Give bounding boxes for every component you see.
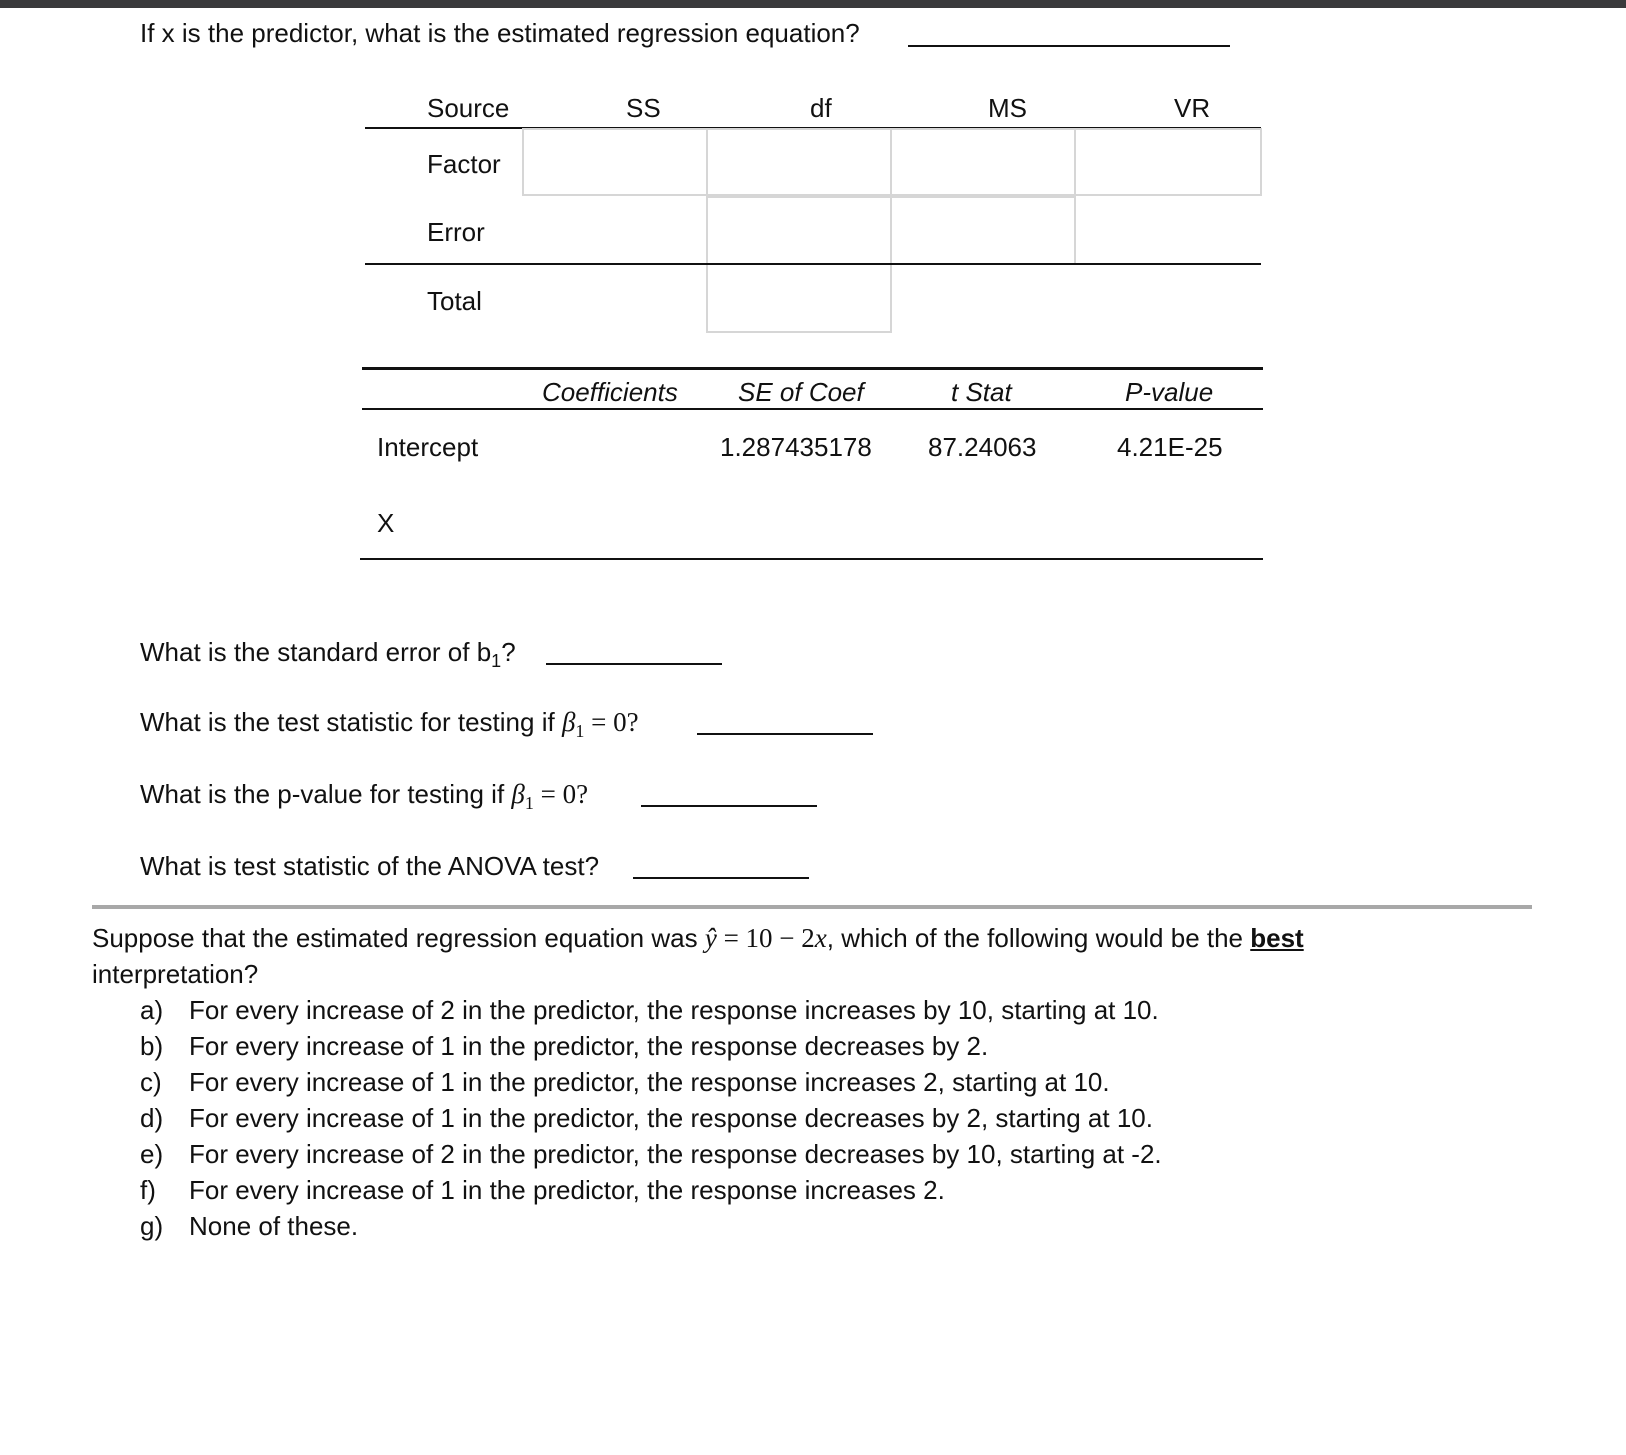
question-test-statistic: What is the test statistic for testing if $\beta_1 = 0$? bbox=[140, 707, 639, 741]
coef-top-rule bbox=[362, 367, 1263, 370]
emphasis-best: best bbox=[1250, 923, 1304, 953]
input-cell-error-df[interactable] bbox=[706, 196, 892, 264]
option-letter: f) bbox=[140, 1175, 156, 1205]
answer-blank-se-b1[interactable] bbox=[546, 663, 722, 665]
mc-question-stem-line2: interpretation? bbox=[92, 959, 259, 989]
coef-header-rule bbox=[362, 408, 1263, 410]
anova-header-source: Source bbox=[427, 93, 510, 123]
anova-header-vr: VR bbox=[1174, 93, 1211, 123]
option-letter: e) bbox=[140, 1139, 164, 1169]
option-letter: c) bbox=[140, 1067, 162, 1097]
question-anova-statistic: What is test statistic of the ANOVA test? bbox=[140, 851, 600, 881]
input-cell-factor-vr[interactable] bbox=[1074, 128, 1262, 196]
coef-header-pvalue: P-value bbox=[1125, 377, 1214, 407]
intercept-se-value: 1.287435178 bbox=[720, 432, 872, 462]
anova-row-error: Error bbox=[427, 217, 485, 247]
option-text: For every increase of 1 in the predictor, the response decreases by 2, starting at 10. bbox=[189, 1103, 1153, 1133]
option-letter: g) bbox=[140, 1211, 164, 1241]
option-text: For every increase of 2 in the predictor, the response increases by 10, starting at 10. bbox=[189, 995, 1159, 1025]
input-cell-factor-ss[interactable] bbox=[522, 128, 708, 196]
anova-total-rule bbox=[365, 263, 1261, 265]
coef-header-coefficients: Coefficients bbox=[542, 377, 678, 407]
option-text: For every increase of 1 in the predictor, the response increases 2, starting at 10. bbox=[189, 1067, 1110, 1097]
option-letter: b) bbox=[140, 1031, 164, 1061]
option-text: None of these. bbox=[189, 1211, 359, 1241]
coef-bottom-rule bbox=[360, 558, 1263, 560]
option-text: For every increase of 2 in the predictor, the response decreases by 10, starting at -2. bbox=[189, 1139, 1162, 1169]
answer-blank-p-value[interactable] bbox=[641, 805, 817, 807]
intercept-pvalue-value: 4.21E-25 bbox=[1117, 432, 1223, 462]
input-cell-factor-ms[interactable] bbox=[890, 128, 1076, 196]
window-top-bar bbox=[0, 0, 1626, 8]
coef-header-tstat: t Stat bbox=[951, 377, 1012, 407]
anova-header-df: df bbox=[810, 93, 832, 123]
answer-blank-anova-statistic[interactable] bbox=[633, 877, 809, 879]
option-text: For every increase of 1 in the predictor, the response increases 2. bbox=[189, 1175, 945, 1205]
input-cell-total-df[interactable] bbox=[706, 264, 892, 333]
answer-blank-regression-equation[interactable] bbox=[908, 45, 1230, 47]
intercept-tstat-value: 87.24063 bbox=[928, 432, 1037, 462]
option-letter: a) bbox=[140, 995, 164, 1025]
input-cell-error-ms[interactable] bbox=[890, 196, 1076, 264]
section-separator bbox=[92, 905, 1532, 909]
answer-blank-test-statistic[interactable] bbox=[697, 733, 873, 735]
option-text: For every increase of 1 in the predictor, the response decreases by 2. bbox=[189, 1031, 989, 1061]
question-se-b1: What is the standard error of $b_1$? bbox=[140, 637, 516, 671]
coef-row-intercept: Intercept bbox=[377, 432, 479, 462]
input-cell-factor-df[interactable] bbox=[706, 128, 892, 196]
option-letter: d) bbox=[140, 1103, 164, 1133]
anova-row-total: Total bbox=[427, 286, 482, 316]
anova-header-ss: SS bbox=[626, 93, 661, 123]
coef-header-se: SE of Coef bbox=[738, 377, 864, 407]
mc-question-stem: Suppose that the estimated regression equation was ŷ = 10 − 2x, which of the following would be the best bbox=[92, 923, 1304, 953]
question-p-value: What is the p-value for testing if $\beta_1 = 0$? bbox=[140, 779, 589, 813]
question-regression-equation: If x is the predictor, what is the estimated regression equation? bbox=[140, 18, 860, 48]
anova-header-ms: MS bbox=[988, 93, 1027, 123]
anova-row-factor: Factor bbox=[427, 149, 501, 179]
coef-row-x: X bbox=[377, 508, 395, 538]
